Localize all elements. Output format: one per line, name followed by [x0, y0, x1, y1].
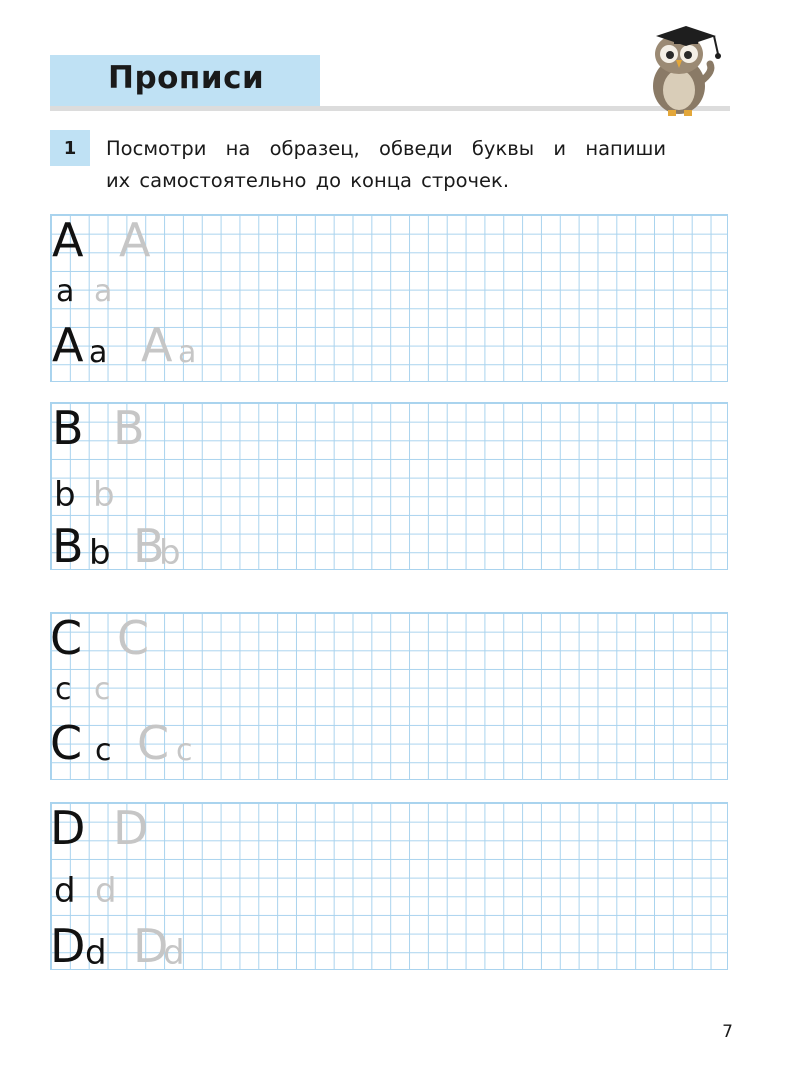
- task-instruction-line-1: Посмотри на образец, обведи буквы и напиши: [106, 137, 666, 160]
- owl-graduate-icon: [634, 24, 734, 118]
- sample-lower: d: [54, 871, 76, 911]
- sample-pair-lower: b: [89, 533, 111, 573]
- sample-pair-upper: B: [52, 519, 84, 573]
- task-number-badge: 1: [50, 130, 90, 166]
- sample-upper: A: [52, 213, 84, 267]
- trace-lower: c: [94, 672, 111, 707]
- sample-upper: B: [52, 401, 84, 455]
- trace-upper: B: [113, 401, 145, 455]
- trace-pair-lower: d: [163, 933, 185, 973]
- trace-pair-upper: B: [133, 519, 165, 573]
- sample-pair-upper: C: [50, 716, 83, 770]
- sample-lower: a: [56, 274, 75, 309]
- trace-pair-lower: a: [178, 335, 197, 370]
- title-underline: [50, 106, 730, 111]
- trace-upper: C: [117, 611, 150, 665]
- trace-pair-lower: c: [176, 733, 193, 768]
- letter-grid-d: [50, 801, 728, 973]
- sample-pair-upper: D: [50, 919, 86, 973]
- page-number: 7: [722, 1022, 733, 1042]
- sample-lower: b: [54, 475, 76, 515]
- sample-upper: C: [50, 611, 83, 665]
- sample-pair-lower: c: [95, 733, 112, 768]
- task-instruction-line-2: их самостоятельно до конца строчек.: [106, 169, 510, 192]
- trace-lower: b: [93, 475, 115, 515]
- trace-upper: D: [113, 801, 149, 855]
- sample-pair-upper: A: [52, 318, 84, 372]
- trace-lower: d: [95, 871, 117, 911]
- letter-grid-c: [50, 612, 728, 780]
- sample-upper: D: [50, 801, 86, 855]
- trace-pair-lower: b: [159, 533, 181, 573]
- page-title: Прописи: [108, 60, 265, 96]
- letter-grid-a: [50, 214, 728, 382]
- trace-pair-upper: C: [137, 716, 170, 770]
- trace-lower: a: [94, 274, 113, 309]
- letter-grid-b: [50, 401, 728, 573]
- trace-pair-upper: A: [141, 318, 173, 372]
- sample-lower: c: [55, 672, 72, 707]
- sample-pair-lower: a: [89, 335, 108, 370]
- task-instruction: [106, 133, 666, 197]
- trace-pair-upper: D: [133, 919, 169, 973]
- sample-pair-lower: d: [85, 933, 107, 973]
- trace-upper: A: [119, 213, 151, 267]
